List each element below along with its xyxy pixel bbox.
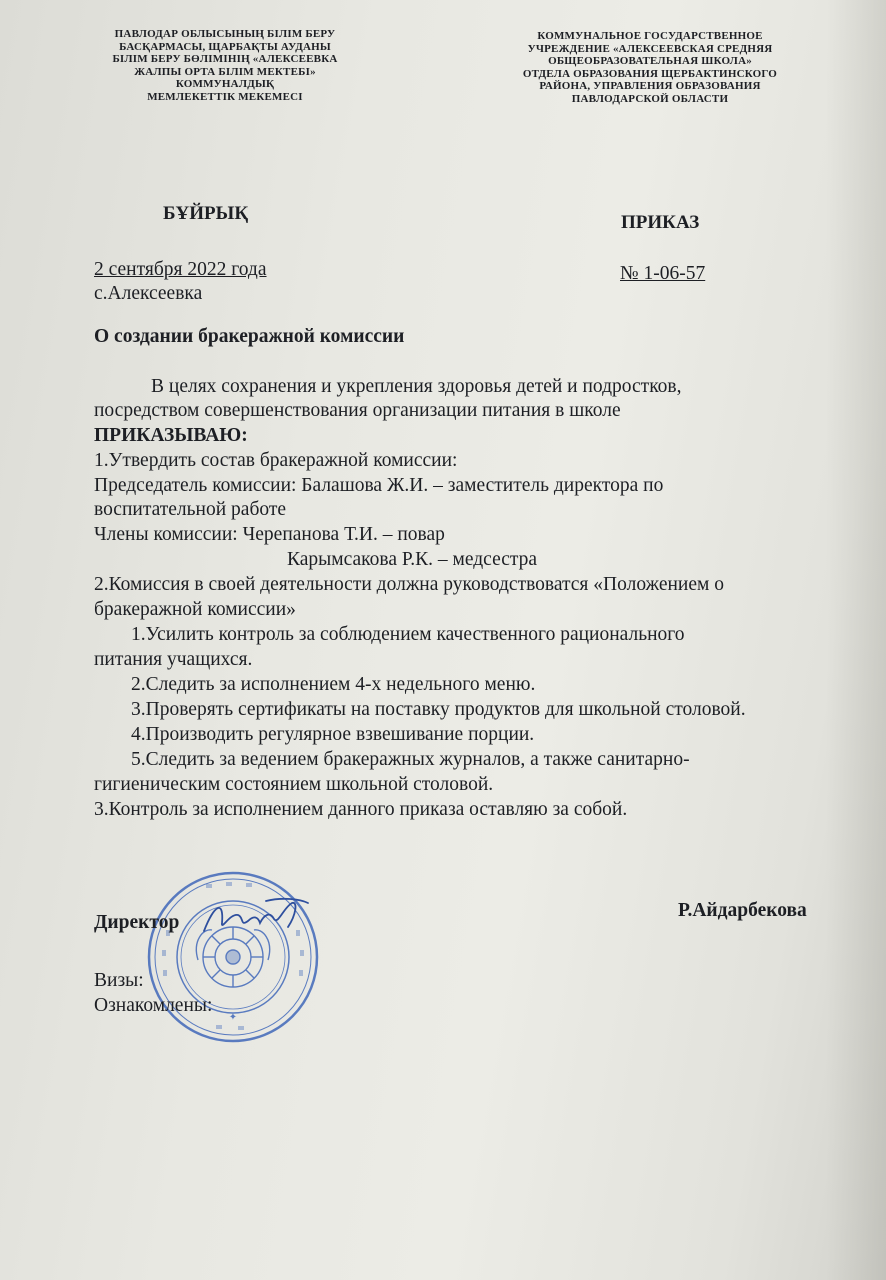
subpoint-1-line-2: питания учащихся. [94,649,253,670]
title-russian: ПРИКАЗ [621,212,700,233]
order-number: № 1-06-57 [620,263,706,284]
point-1: 1.Утвердить состав бракеражной комиссии: [94,450,458,471]
acquainted-label: Ознакомлены: [94,995,213,1016]
order-subject: О создании бракеражной комиссии [94,326,405,347]
order-place: с.Алексеевка [94,283,203,304]
header-kz-line: БАСҚАРМАСЫ, ЩАРБАҚТЫ АУДАНЫ [119,40,331,53]
subpoint-3: 3.Проверять сертификаты на поставку продуктов для школьной столовой. [131,699,746,720]
visas-label: Визы: [94,970,144,991]
subpoint-4: 4.Производить регулярное взвешивание порции. [131,724,535,745]
header-kz-line: БІЛІМ БЕРУ БӨЛІМІНІҢ «АЛЕКСЕЕВКА [112,53,338,65]
signature [200,893,310,943]
subpoint-1-line-1: 1.Усилить контроль за соблюдением качественного рационального [131,624,685,645]
point-3: 3.Контроль за исполнением данного приказа оставляю за собой. [94,799,628,820]
chair-line-2: воспитательной работе [94,499,287,520]
header-russian [500,30,800,105]
header-kz-line: КОММУНАЛДЫҚ [175,78,275,90]
header-ru-line: ОБЩЕОБРАЗОВАТЕЛЬНАЯ ШКОЛА» [548,55,752,67]
header-ru-line: ПАВЛОДАРСКОЙ ОБЛАСТИ [571,92,729,105]
header-ru-line: РАЙОНА, УПРАВЛЕНИЯ ОБРАЗОВАНИЯ [539,80,761,92]
header-ru-line: ОТДЕЛА ОБРАЗОВАНИЯ ЩЕРБАКТИНСКОГО [522,67,778,80]
point-2-line-1: 2.Комиссия в своей деятельности должна руководствоватся «Положением о [94,574,724,595]
intro-line-1: В целях сохранения и укрепления здоровья детей и подростков, [151,376,682,397]
subpoint-5-line-2: гигиеническим состоянием школьной столовой. [94,774,494,795]
header-kazakh [94,28,356,103]
director-name: Р.Айдарбекова [678,900,807,921]
subpoint-2: 2.Следить за исполнением 4-х недельного меню. [131,674,536,695]
intro-line-2: посредством совершенствования организации питания в школе [94,400,621,421]
members-line-2: Карымсакова Р.К. – медсестра [287,549,538,570]
point-2-line-2: бракеражной комиссии» [94,599,296,620]
order-date: 2 сентября 2022 года [94,259,267,280]
header-ru-line: УЧРЕЖДЕНИЕ «АЛЕКСЕЕВСКАЯ СРЕДНЯЯ [527,42,773,55]
order-word: ПРИКАЗЫВАЮ: [94,425,248,446]
header-ru-line: КОММУНАЛЬНОЕ ГОСУДАРСТВЕННОЕ [537,30,763,42]
header-kz-line: ЖАЛПЫ ОРТА БІЛІМ МЕКТЕБІ» [134,65,316,78]
members-line-1: Члены комиссии: Черепанова Т.И. – повар [94,524,445,545]
subpoint-5-line-1: 5.Следить за ведением бракеражных журналов, а также санитарно- [131,749,690,770]
header-kz-line: МЕМЛЕКЕТТІК МЕКЕМЕСІ [147,90,303,103]
director-label: Директор [94,912,180,933]
svg-text:✦: ✦ [228,1012,238,1023]
chair-line-1: Председатель комиссии: Балашова Ж.И. – заместитель директора по [94,475,664,496]
page-shadow [826,0,886,1280]
title-kazakh: БҰЙРЫҚ [163,203,249,224]
header-kz-line: ПАВЛОДАР ОБЛЫСЫНЫҢ БІЛІМ БЕРУ [114,28,336,40]
